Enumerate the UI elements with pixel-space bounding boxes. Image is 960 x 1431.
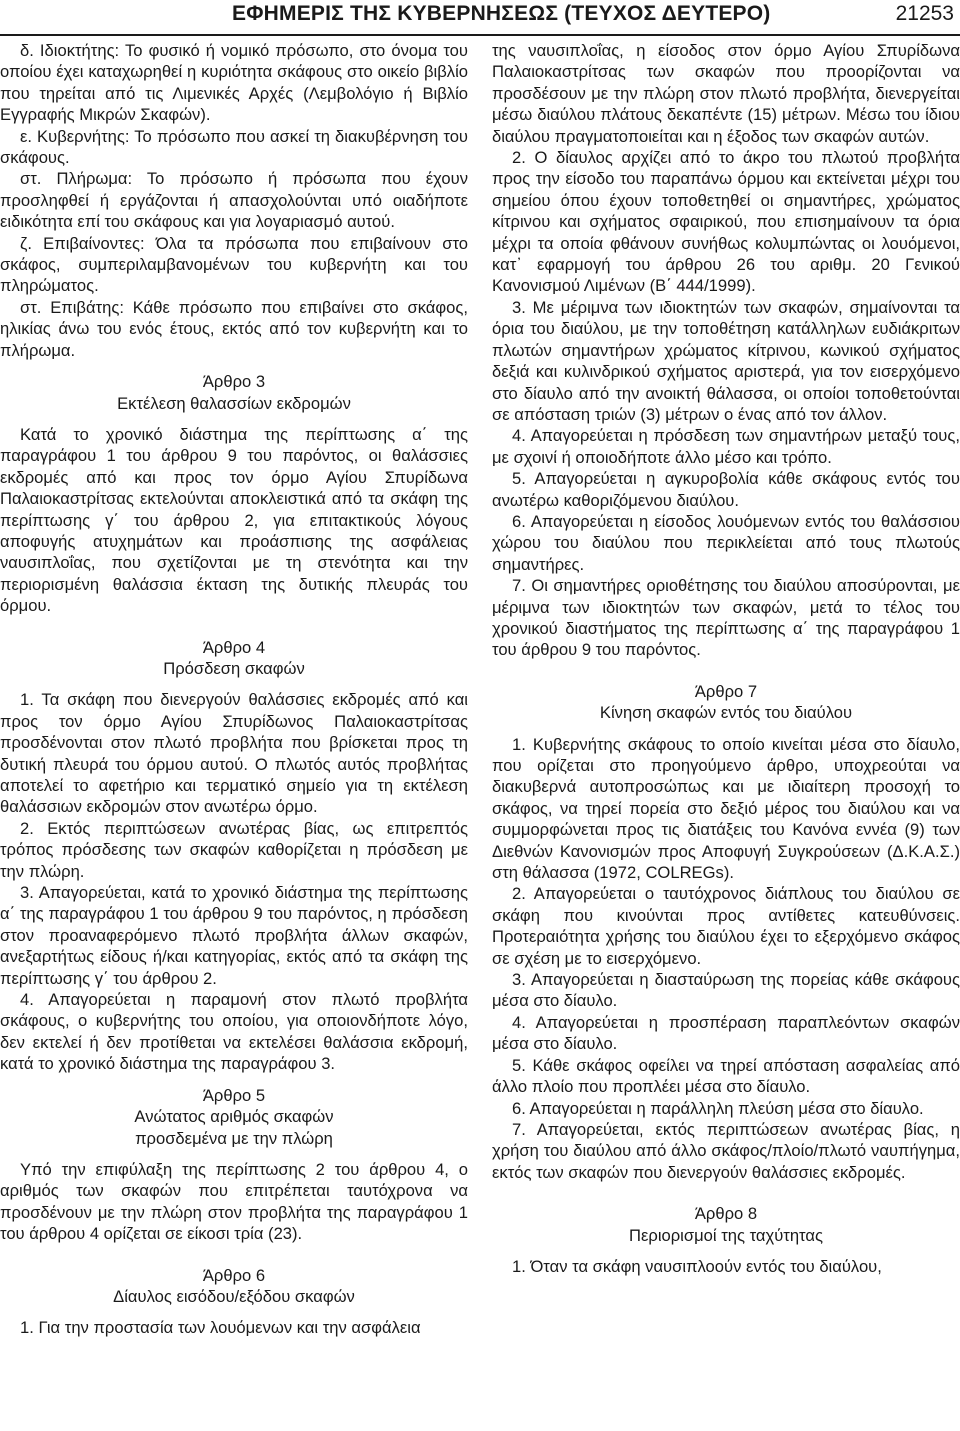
article-6-paragraph-3: 3. Με μέριμνα των ιδιοκτητών των σκαφών, σημαίνονται τα όρια του διαύλου, με την τοποθέτηση κατάλληλων ευδιάκριτων πλωτών σημαντήρων χρώματος κίτρινου, κωνικού σχήματος δεξιά και κυλινδρικού σχήματος αριστερά, για τον εισερχόμενο στο δίαυλο από την ανοικτή θάλασσα, οι οποίοι τοποθετούνται σε απόσταση τριών (3) μέτρων ο ένας από τον άλλον. — [492, 297, 960, 424]
article-6-subtitle: Δίαυλος εισόδου/εξόδου σκαφών — [113, 1286, 355, 1306]
article-6-paragraph-1: 1. Για την προστασία των λουόμενων και την ασφάλεια — [20, 1318, 421, 1338]
article-7-paragraph-3: 3. Απαγορεύεται η διασταύρωση της πορείας κάθε σκάφους μέσα στο δίαυλο. — [492, 970, 960, 1011]
article-3-subtitle: Εκτέλεση θαλασσίων εκδρομών — [117, 393, 351, 413]
definition-captain: ε. Κυβερνήτης: Το πρόσωπο που ασκεί τη διακυβέρνηση του σκάφους. — [0, 126, 468, 168]
article-8-paragraph-1: 1. Όταν τα σκάφη ναυσιπλοούν εντός του διαύλου, — [512, 1256, 882, 1276]
article-5-paragraph: Υπό την επιφύλαξη της περίπτωσης 2 του άρθρου 4, ο αριθμός των σκαφών που επιτρέπεται ταυτόχρονα να προσδένουν με την πλώρη στον προβλήτα της παραγράφου 1 του άρθρου 4 ορίζεται σε είκοσι τρία (23). — [0, 1159, 468, 1244]
article-6-paragraph-5: 5. Απαγορεύεται η αγκυροβολία κάθε σκάφους εντός του ανωτέρω καθοριζόμενου διαύλου. — [492, 469, 960, 510]
article-7-subtitle: Κίνηση σκαφών εντός του διαύλου — [599, 703, 853, 723]
article-4-title: Άρθρο 4 — [202, 637, 266, 657]
left-column — [0, 40, 468, 1339]
article-7-paragraph-6: 6. Απαγορεύεται η παράλληλη πλεύση μέσα στο δίαυλο. — [512, 1098, 924, 1118]
definition-owner: δ. Ιδιοκτήτης: Το φυσικό ή νομικό πρόσωπο, στο όνομα του οποίου έχει καταχωρηθεί η κυριότητα σκάφους στο οικείο βιβλίο που τηρείται από τις Λιμενικές Αρχές (Λεμβολόγιο ή Βιβλίο Εγγραφής Μικρών Σκαφών). — [0, 41, 468, 125]
definition-crew: στ. Πλήρωμα: Το πρόσωπο ή πρόσωπα που έχουν προσληφθεί ή εργάζονται ή απασχολούνται υπό οιαδήποτε ειδικότητα επί του σκάφους και για λογαριασμό αυτού. — [0, 169, 468, 232]
article-4-subtitle: Πρόσδεση σκαφών — [163, 658, 305, 678]
article-6-paragraph-7: 7. Οι σημαντήρες οριοθέτησης του διαύλου αποσύρονται, με μέριμνα των ιδιοκτητών των σκαφών, μετά το τέλος του χρονικού διαστήματος της περίπτωσης α΄ της παραγράφου 1 του άρθρου 9 του παρόντος. — [492, 576, 960, 660]
article-7-title: Άρθρο 7 — [694, 681, 758, 701]
header-rule — [0, 34, 960, 36]
article-6-paragraph-2: 2. Ο δίαυλος αρχίζει από το άκρο του πλωτού προβλήτα προς την είσοδο του παραπάνω όρμου και εκτείνεται μέχρι του σημείου όπου έχουν τοποθετηθεί οι σημαντήρες, χρώματος κίτρινου και σχήματος σφαιρικού, που επισημαίνουν τα όρια μέχρι τα οποία φθάνουν συνήθως κολυμπώντας οι λουόμενοι, κατ᾽ εφαρμογή του άρθρου 26 του αριθμ. 20 Γενικού Κανονισμού Λιμένων (Β΄ 444/1999). — [492, 148, 960, 296]
page-header — [0, 2, 960, 36]
article-8-title: Άρθρο 8 — [694, 1204, 758, 1224]
article-7-paragraph-1: 1. Κυβερνήτης σκάφους το οποίο κινείται μέσα στο δίαυλο, που ορίζεται στο προηγούμενο άρθρο, υποχρεούται να διακυβερνά αυτοπροσώπως και με ιδιαίτερη προσοχή το σκάφος, να τηρεί πορεία στο δεξιό μέρος του διαύλου και να συμμορφώνεται προς τις διατάξεις του Κανόνα εννέα (9) των Διεθνών Κανονισμών προς Αποφυγή Συγκρούσεων (Δ.Κ.Α.Σ.) στη θάλασσα (1972, COLREGs). — [492, 734, 960, 883]
gazette-title: ΕΦΗΜΕΡΙΣ ΤΗΣ ΚΥΒΕΡΝΗΣΕΩΣ (ΤΕΥΧΟΣ ΔΕΥΤΕΡΟ) — [232, 2, 771, 25]
article-7-paragraph-4: 4. Απαγορεύεται η προσπέραση παραπλεόντων σκαφών μέσα στο δίαυλο. — [492, 1012, 960, 1054]
article-5-subtitle-line-2: προσδεμένα με την πλώρη — [135, 1128, 333, 1148]
right-column — [492, 40, 960, 1277]
article-6-paragraph-4: 4. Απαγορεύεται η πρόσδεση των σημαντήρων μεταξύ τους, με σχοινί ή οποιοδήποτε άλλο μέσο και τρόπο. — [492, 426, 960, 467]
article-3-title: Άρθρο 3 — [202, 372, 266, 392]
article-6-paragraph-1-cont: της ναυσιπλοΐας, η είσοδος στον όρμο Αγίου Σπυρίδωνα Παλαιοκαστρίτσας των σκαφών που προορίζονται να προσδέσουν με την πλώρη στον πλωτό προβλήτα, διενεργείται μέσω διαύλου πλάτους δεκαπέντε (15) μέτρων. Μέσω του ίδιου διαύλου πραγματοποιείται και η έξοδος των σκαφών αυτών. — [492, 41, 960, 146]
article-8-subtitle: Περιορισμοί της ταχύτητας — [629, 1225, 823, 1245]
article-7-paragraph-7: 7. Απαγορεύεται, εκτός περιπτώσεων ανωτέρας βίας, η χρήση του διαύλου από άλλο σκάφος/πλοίο/πλωτό ναυπήγημα, εκτός των σκαφών που διενεργούν θαλάσσιες εκδρομές. — [492, 1119, 960, 1182]
article-5-title: Άρθρο 5 — [202, 1085, 266, 1105]
article-7-paragraph-5: 5. Κάθε σκάφος οφείλει να τηρεί απόσταση ασφαλείας από άλλο πλοίο που προπλέει μέσα στο δίαυλο. — [492, 1055, 960, 1097]
definition-occupants: ζ. Επιβαίνοντες: Όλα τα πρόσωπα που επιβαίνουν στο σκάφος, συμπεριλαμβανομένων του κυβερνήτη και του πληρώματος. — [0, 233, 468, 296]
article-7-paragraph-2: 2. Απαγορεύεται ο ταυτόχρονος διάπλους του διαύλου σε σκάφη που κινούνται προς αντίθετες κατευθύνσεις. Προτεραιότητα χρήσης του διαύλου έχει το εξερχόμενο σκάφος σε σχέση με το εισερχόμενο. — [492, 884, 960, 968]
article-4-paragraph-2: 2. Εκτός περιπτώσεων ανωτέρας βίας, ως επιτρεπτός τρόπος πρόσδεσης των σκαφών καθορίζεται η πρόσδεση με την πλώρη. — [0, 818, 468, 881]
article-4-paragraph-4: 4. Απαγορεύεται η παραμονή στον πλωτό προβλήτα σκάφους, ο κυβερνήτης του οποίου, για οποιονδήποτε λόγο, δεν εκτελεί ή δεν προτίθεται να εκτελέσει θαλάσσια εκδρομή, κατά το χρονικό διάστημα της παραγράφου 3. — [0, 990, 468, 1074]
article-6-paragraph-6: 6. Απαγορεύεται η είσοδος λουόμενων εντός του θαλάσσιου χώρου του διαύλου που περικλείεται από τους πλωτούς σημαντήρες. — [492, 511, 960, 574]
article-3-paragraph: Κατά το χρονικό διάστημα της περίπτωσης α΄ της παραγράφου 1 του άρθρου 9 του παρόντος, οι θαλάσσιες εκδρομές από και προς τον όρμο Αγίου Σπυρίδωνα Παλαιοκαστρίτσας εκτελούνται αποκλειστικά από τα σκάφη της περίπτωσης γ΄ του άρθρου 2, για επιτακτικούς λόγους αποφυγής ατυχημάτων και προάσπισης της ασφάλειας ναυσιπλοΐας, που σχετίζονται με τη στενότητα και την περιορισμένη θαλάσσια έκταση της δυτικής πλευράς του όρμου. — [0, 424, 468, 616]
page-number: 21253 — [895, 2, 954, 25]
article-4-paragraph-3: 3. Απαγορεύεται, κατά το χρονικό διάστημα της περίπτωσης α΄ της παραγράφου 1 του άρθρου 9 του παρόντος, η πρόσδεση στον προαναφερόμενο πλωτό προβλήτα άλλων σκαφών, ανεξαρτήτως είδους ή/και κατηγορίας, εκτός από τα σκάφη της περίπτωσης γ΄ του άρθρου 2. — [0, 883, 468, 988]
article-6-title: Άρθρο 6 — [202, 1265, 266, 1285]
article-4-paragraph-1: 1. Τα σκάφη που διενεργούν θαλάσσιες εκδρομές από και προς τον όρμο Αγίου Σπυρίδωνος Παλαιοκαστρίτσας προσδένονται στον πλωτό προβλήτα που βρίσκεται προς τη δυτική πλευρά του όρμου αυτού. Ο πλωτός αυτός προβλήτας αποτελεί το αφετήριο και τερματικό σημείο για τη εκτέλεση θαλάσσιων εκδρομών στον ανωτέρω όρμο. — [0, 690, 468, 817]
article-5-subtitle-line-1: Ανώτατος αριθμός σκαφών — [134, 1107, 334, 1127]
definition-passenger: στ. Επιβάτης: Κάθε πρόσωπο που επιβαίνει στο σκάφος, ηλικίας άνω του ενός έτους, εκτός από τον κυβερνήτη και το πλήρωμα. — [0, 297, 468, 360]
